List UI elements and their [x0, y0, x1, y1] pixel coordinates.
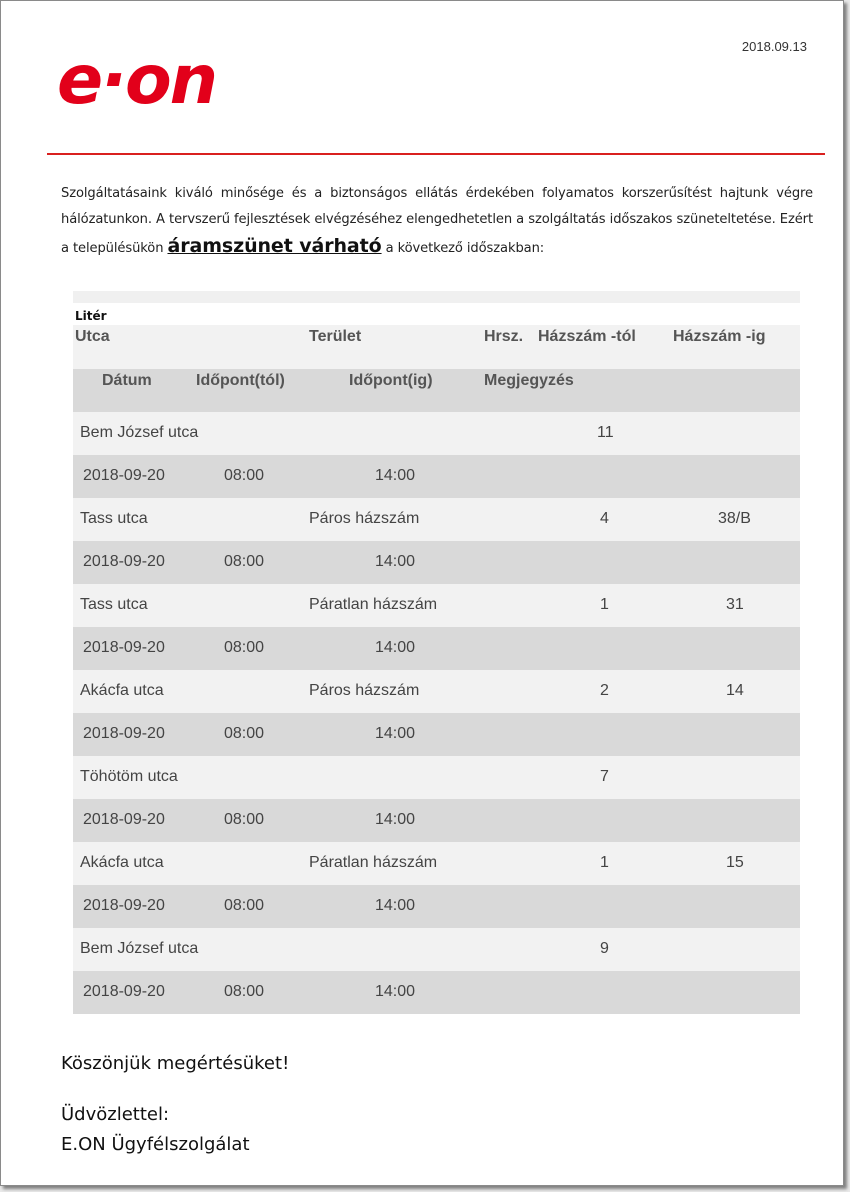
table-row [73, 455, 800, 498]
table-row [73, 799, 800, 842]
cell-area: Páros házszám [309, 682, 420, 699]
cell-end: 14:00 [375, 811, 416, 828]
cell-start: 08:00 [224, 553, 265, 570]
table-row [73, 756, 800, 799]
cell-end: 14:00 [375, 467, 416, 484]
intro-text-2: a következő időszakban: [385, 241, 545, 256]
cell-start: 08:00 [224, 467, 265, 484]
cell-street: Tass utca [80, 510, 148, 527]
cell-area: Páratlan házszám [309, 596, 438, 613]
cell-date: 2018-09-20 [83, 553, 165, 570]
table-top-band [73, 291, 800, 303]
cell-end: 14:00 [375, 639, 416, 656]
cell-street: Akácfa utca [80, 682, 164, 699]
cell-date: 2018-09-20 [83, 467, 165, 484]
table-row [73, 713, 800, 756]
col-header-from: Házszám -tól [538, 328, 636, 345]
col-header-to: Házszám -ig [673, 328, 766, 345]
table-row [73, 541, 800, 584]
col-header-hrsz: Hrsz. [484, 328, 524, 345]
table-row [73, 885, 800, 928]
letter-date: 2018.09.13 [741, 39, 807, 54]
cell-street: Tass utca [80, 596, 148, 613]
intro-paragraph [61, 181, 813, 262]
cell-start: 08:00 [224, 811, 265, 828]
cell-from: 9 [600, 940, 609, 957]
cell-start: 08:00 [224, 897, 265, 914]
table-row [73, 971, 800, 1014]
intro-text-1: Szolgáltatásaink kiváló minősége és a biztonságos ellátás érdekében folyamatos korszerűsítést hajtunk végre hálózatunkon. A tervszerű fejlesztések elvégzéséhez elengedhetetlen a szolgáltatás időszakos szüneteltetése. Ezért a településükön [61, 186, 813, 256]
cell-end: 14:00 [375, 897, 416, 914]
cell-from: 1 [600, 596, 609, 613]
table-row [73, 412, 800, 455]
cell-street: Akácfa utca [80, 854, 164, 871]
col-header-area: Terület [309, 328, 362, 345]
header-divider [47, 153, 825, 155]
closing-thanks: Köszönjük megértésüket! [61, 1053, 290, 1074]
cell-end: 14:00 [375, 983, 416, 1000]
table-row [73, 928, 800, 971]
cell-date: 2018-09-20 [83, 897, 165, 914]
cell-to: 38/B [718, 510, 751, 527]
cell-from: 11 [597, 424, 614, 441]
cell-date: 2018-09-20 [83, 725, 165, 742]
cell-street: Bem József utca [80, 940, 199, 957]
header-row-1 [73, 325, 800, 369]
closing-greeting: Üdvözlettel: [61, 1104, 170, 1125]
cell-to: 31 [726, 596, 744, 613]
cell-end: 14:00 [375, 725, 416, 742]
cell-street: Bem József utca [80, 424, 199, 441]
col-header-street: Utca [75, 328, 110, 345]
cell-area: Páros házszám [309, 510, 420, 527]
cell-date: 2018-09-20 [83, 639, 165, 656]
eon-logo [57, 49, 267, 115]
outage-highlight: áramszünet várható [167, 235, 382, 257]
cell-from: 7 [600, 768, 609, 785]
table-row [73, 842, 800, 885]
col-header-note: Megjegyzés [484, 372, 574, 389]
col-header-end: Időpont(ig) [349, 372, 433, 389]
cell-end: 14:00 [375, 553, 416, 570]
outage-table [73, 291, 800, 1015]
cell-from: 2 [600, 682, 609, 699]
cell-start: 08:00 [224, 725, 265, 742]
cell-date: 2018-09-20 [83, 983, 165, 1000]
closing-signature: E.ON Ügyfélszolgálat [61, 1134, 250, 1155]
logo-wordmark: e·on [57, 49, 217, 111]
table-row [73, 670, 800, 713]
table-row [73, 584, 800, 627]
cell-street: Töhötöm utca [80, 768, 178, 785]
cell-to: 15 [726, 854, 744, 871]
town-name: Litér [75, 309, 107, 323]
header-row-2 [73, 369, 800, 412]
col-header-start: Időpont(tól) [196, 372, 285, 389]
cell-start: 08:00 [224, 639, 265, 656]
col-header-date: Dátum [102, 372, 152, 389]
cell-to: 14 [726, 682, 744, 699]
cell-date: 2018-09-20 [83, 811, 165, 828]
cell-from: 4 [600, 510, 609, 527]
table-row [73, 627, 800, 670]
cell-start: 08:00 [224, 983, 265, 1000]
table-row [73, 498, 800, 541]
cell-area: Páratlan házszám [309, 854, 438, 871]
table-title-row [73, 303, 800, 325]
cell-from: 1 [600, 854, 609, 871]
